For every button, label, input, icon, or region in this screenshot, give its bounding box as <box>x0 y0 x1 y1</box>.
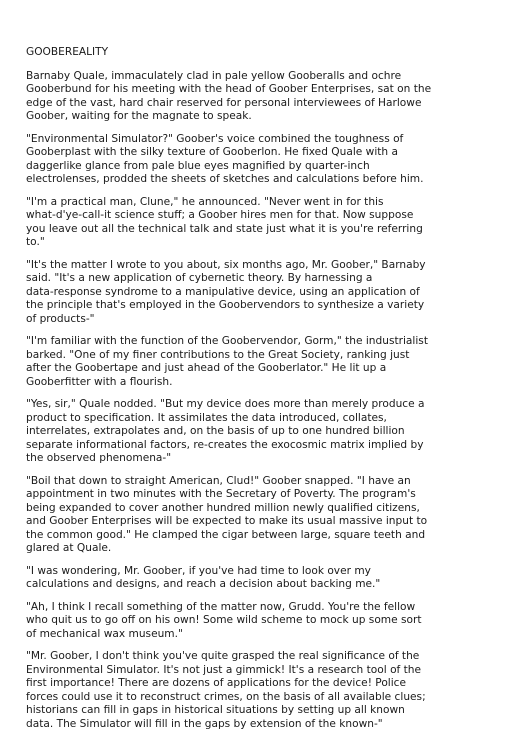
text-line: Goober, waiting for the magnate to speak. <box>26 110 252 122</box>
text-line: Gooberplast with the silky texture of Gooberlon. He fixed Quale with a <box>26 146 399 158</box>
text-line: glared at Quale. <box>26 542 112 554</box>
paragraph <box>26 565 494 592</box>
text-line: first importance! There are dozens of applications for the device! Police <box>26 677 407 689</box>
text-line: "Yes, sir," Quale nodded. "But my device does more than merely produce a <box>26 398 425 410</box>
text-line: electrolenses, prodded the sheets of sketches and calculations before him. <box>26 173 424 185</box>
text-line: Barnaby Quale, immaculately clad in pale yellow Gooberalls and ochre <box>26 69 402 82</box>
text-line: "I'm familiar with the function of the Goobervendor, Gorm," the industrialist <box>26 335 428 347</box>
text-line: of products-" <box>26 312 95 325</box>
paragraph <box>26 133 494 187</box>
paragraph <box>26 259 494 327</box>
text-line: interrelates, extrapolates and, on the basis of up to one hundred billion <box>26 425 405 437</box>
text-line: "Boil that down to straight American, Clud!" Goober snapped. "I have an <box>26 474 411 487</box>
text-line: edge of the vast, hard chair reserved for personal interviewees of Harlowe <box>26 96 422 109</box>
text-line: you leave out all the technical talk and state just what it is you're referring <box>26 222 423 235</box>
text-line: data-response syndrome to a manipulative device, using an application of <box>26 285 420 298</box>
document-title: GOOBEREALITY <box>26 46 109 58</box>
text-line: forces could use it to reconstruct crimes, on the basis of all available clues; <box>26 690 426 703</box>
document-page <box>26 46 494 740</box>
text-line: "I was wondering, Mr. Goober, if you've had time to look over my <box>26 564 371 577</box>
paragraph <box>26 601 494 642</box>
text-line: and Goober Enterprises will be expected to make its usual massive input to <box>26 515 428 527</box>
text-line: barked. "One of my finer contributions to the Great Society, ranking just <box>26 348 410 361</box>
paragraph <box>26 650 494 731</box>
text-line: daggerlike glance from pale blue eyes magnified by quarter-inch <box>26 159 370 172</box>
text-line: calculations and designs, and reach a decision about backing me." <box>26 578 381 590</box>
text-line: of mechanical wax museum." <box>26 627 183 640</box>
paragraph <box>26 398 494 466</box>
text-line: Environmental Simulator. It's not just a gimmick! It's a research tool of the <box>26 663 422 676</box>
text-line: Gooberfitter with a flourish. <box>26 375 173 388</box>
text-line: what-d'ye-call-it science stuff; a Goober hires men for that. Now suppose <box>26 209 414 221</box>
text-line: who quit us to go off on his own! Some wild scheme to mock up some sort <box>26 614 422 626</box>
text-line: "Environmental Simulator?" Goober's voice combined the toughness of <box>26 132 404 145</box>
text-line: appointment in two minutes with the Secretary of Poverty. The program's <box>26 488 416 500</box>
text-line: "I'm a practical man, Clune," he announced. "Never went in for this <box>26 195 384 208</box>
paragraph <box>26 70 494 124</box>
text-line: Gooberbund for his meeting with the head of Goober Enterprises, sat on the <box>26 83 432 95</box>
text-line: data. The Simulator will fill in the gaps by extension of the known-" <box>26 717 383 730</box>
text-line: product to specification. It assimilates the data introduced, collates, <box>26 411 387 424</box>
text-line: being expanded to cover another hundred million newly qualified citizens, <box>26 501 420 514</box>
text-line: "Ah, I think I recall something of the matter now, Grudd. You're the fellow <box>26 600 416 613</box>
text-line: said. "It's a new application of cybernetic theory. By harnessing a <box>26 272 373 284</box>
text-line: the observed phenomena-" <box>26 452 172 464</box>
text-line: "Mr. Goober, I don't think you've quite grasped the real significance of the <box>26 650 420 662</box>
document-body <box>26 70 494 732</box>
text-line: historians can fill in gaps in historical situations by setting up all known <box>26 704 405 716</box>
text-line: separate informational factors, re-creates the exocosmic matrix implied by <box>26 438 424 451</box>
text-line: the principle that's employed in the Goobervendors to synthesize a variety <box>26 299 425 311</box>
paragraph <box>26 335 494 389</box>
text-line: after the Goobertape and just ahead of the Gooberlator." He lit up a <box>26 362 387 374</box>
text-line: the common good." He clamped the cigar between large, square teeth and <box>26 528 426 541</box>
text-line: "It's the matter I wrote to you about, six months ago, Mr. Goober," Barnaby <box>26 258 426 271</box>
text-line: to." <box>26 236 45 248</box>
paragraph <box>26 475 494 556</box>
paragraph <box>26 196 494 250</box>
